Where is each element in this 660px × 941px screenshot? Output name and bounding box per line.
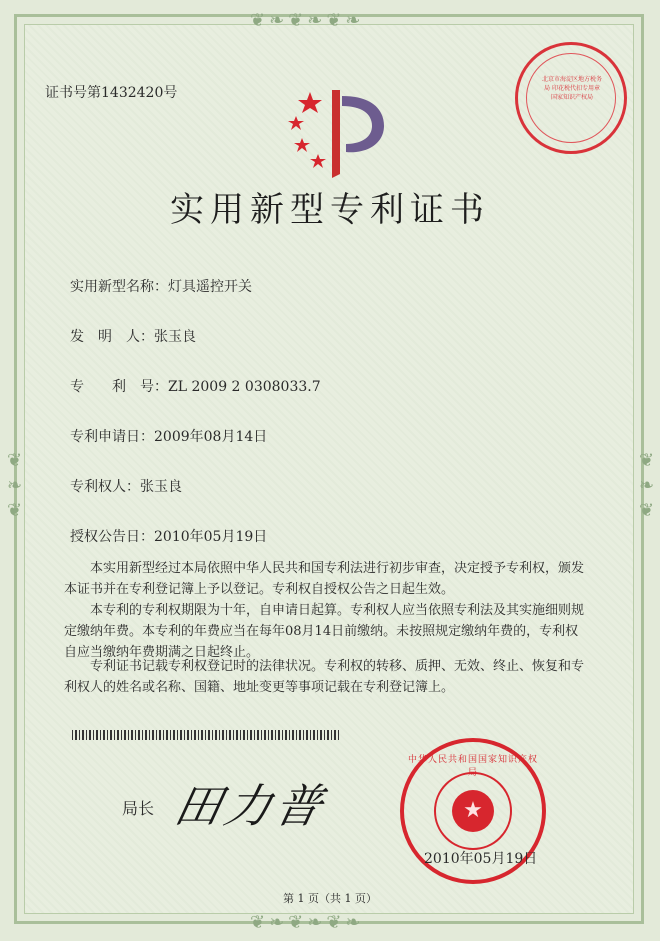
paragraph-term: 本专利的专利权期限为十年，自申请日起算。专利权人应当依照专利法及其实施细则规定缴纳年费。本专利的年费应当在每年08月14日前缴纳。未按照规定缴纳年费的，专利权自应当缴纳年费期满之日起终止。 [64, 603, 585, 660]
field-label: 专利权人： [70, 479, 140, 495]
field-label: 专 利 号： [70, 379, 168, 395]
right-flourish-ornament: ❦❧❦ [636, 450, 657, 525]
director-label: 局长 [122, 799, 155, 818]
field-label: 发 明 人： [70, 329, 154, 345]
field-value: 2009年08月14日 [154, 429, 268, 445]
page-footer: 第 1 页（共 1 页） [283, 892, 377, 905]
field-label: 实用新型名称： [70, 279, 168, 295]
field-value: 张玉良 [154, 329, 196, 345]
paragraph-examination: 本实用新型经过本局依照中华人民共和国专利法进行初步审查，决定授予专利权，颁发本证书并在专利登记簿上予以登记。专利权自授权公告之日起生效。 [64, 561, 585, 597]
field-label: 授权公告日： [70, 529, 154, 545]
field-value: 张玉良 [140, 479, 182, 495]
national-emblem-icon: ★ [452, 790, 494, 832]
bottom-flourish-ornament: ❦❧❦❧❦❧ [250, 912, 365, 933]
field-utility-model-name [70, 276, 252, 296]
tax-stamp [515, 42, 627, 154]
patent-office-logo [280, 82, 392, 182]
field-label: 专利申请日： [70, 429, 154, 445]
field-value: 灯具遥控开关 [168, 279, 252, 295]
field-value: 2010年05月19日 [154, 529, 268, 545]
field-grant-date [70, 526, 267, 546]
tax-stamp-text: 北京市海淀区地方税务局 印花税代扣专用章 国家知识产权局 [542, 76, 603, 101]
field-patent-number [70, 376, 321, 396]
top-flourish-ornament: ❦❧❦❧❦❧ [250, 10, 365, 31]
field-inventor [70, 326, 196, 346]
certificate-title: 实用新型专利证书 [170, 190, 490, 230]
paragraph-legal-status: 专利证书记载专利权登记时的法律状况。专利权的转移、质押、无效、终止、恢复和专利权人的姓名或名称、国籍、地址变更等事项记载在专利登记簿上。 [64, 659, 585, 695]
issue-date: 2010年05月19日 [424, 851, 538, 867]
director-signature: 田力普 [169, 779, 332, 833]
field-value: ZL 2009 2 0308033.7 [168, 379, 321, 395]
barcode [72, 730, 340, 740]
left-flourish-ornament: ❦❧❦ [4, 450, 25, 525]
certificate-number: 证书号第1432420号 [45, 85, 178, 101]
official-seal-text: 中华人民共和国国家知识产权局 [408, 755, 539, 778]
field-patentee [70, 476, 182, 496]
field-application-date [70, 426, 267, 446]
